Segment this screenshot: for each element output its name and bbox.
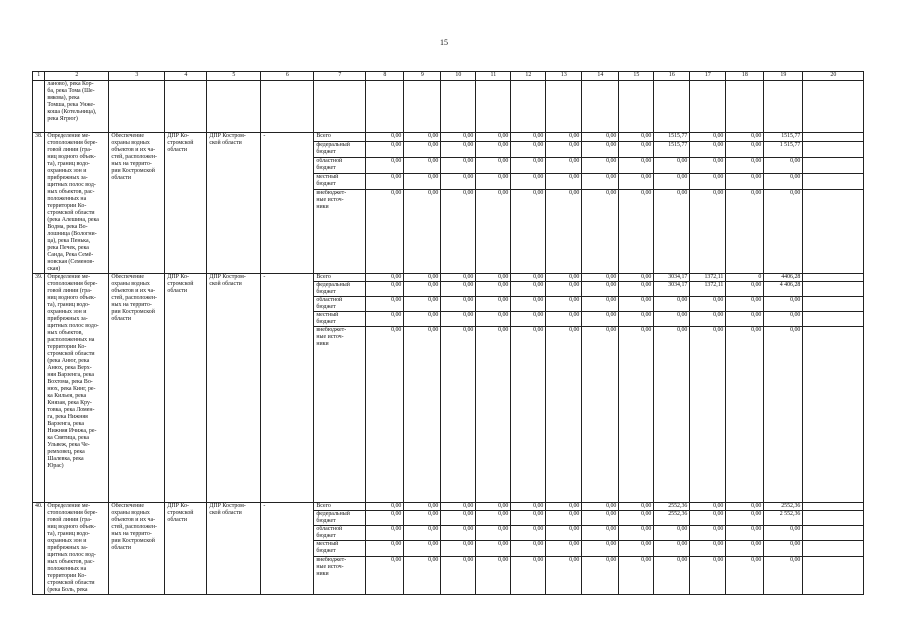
funding-value: 0,00 [582,327,619,503]
customer: ДПР Костром- ской области [207,133,261,274]
funding-value: 0,00 [366,556,404,594]
funding-value: 4406,28 [764,274,803,282]
funding-value: 0,00 [546,556,582,594]
funding-value: 0,00 [654,173,690,189]
funding-value: 0,00 [476,312,511,327]
funding-value: 0,00 [764,327,803,503]
column-6-value: - [261,503,314,595]
funding-value: 0,00 [582,274,619,282]
funding-value: 0,00 [582,297,619,312]
funding-value: 0,00 [476,190,511,274]
funding-value: 0,00 [404,541,441,556]
funding-source: местный бюджет [314,312,366,327]
funding-value: 2552,36 [764,503,803,511]
funding-source: федеральный бюджет [314,511,366,526]
funding-value: 3034,17 [654,282,690,297]
funding-value: 0,00 [366,133,404,142]
funding-value: 0,00 [404,282,441,297]
funding-value: 0,00 [582,157,619,173]
column-20-cell [803,556,864,594]
funding-value: 0,00 [582,312,619,327]
funding-source: внебюджет- ные источ- ники [314,190,366,274]
funding-value: 0,00 [441,556,476,594]
funding-value: 0,00 [404,141,441,157]
column-20-cell [803,190,864,274]
funding-value: 0,00 [404,327,441,503]
funding-value: 0,00 [726,312,764,327]
event-purpose: Обеспечение охраны водных объектов и их ча- стей, расположен- ных на террито- рии Костромской области [109,503,165,595]
funding-value: 0,00 [511,157,546,173]
column-20-cell [803,526,864,541]
funding-value: 0,00 [366,173,404,189]
funding-value: 0,00 [441,157,476,173]
column-number-14: 14 [582,72,619,81]
funding-value: 0,00 [619,312,654,327]
funding-value: 0,00 [404,297,441,312]
event-name: Определение ме- стоположения бере- говой линии (гра- ниц водного объек- та), границ водо- охранных зон и прибрежных за- щитных полос вод- ных объектов, рас- положенных на территории Ко- стромской области (река Алешина, река Водма, река Во- лошница (Вологни- ца), река Пенька, река Печек, река Санда, Река Семё- новская (Семенов- ская) [45,133,109,274]
funding-value: 0,00 [546,511,582,526]
funding-value: 0,00 [619,157,654,173]
funding-value: 0,00 [764,312,803,327]
funding-value: 0,00 [441,282,476,297]
funding-value: 0,00 [654,157,690,173]
funding-value: 0,00 [726,511,764,526]
funding-value: 0,00 [726,556,764,594]
funding-value: 0,00 [441,503,476,511]
funding-value: 0,00 [690,190,726,274]
funding-value: 0,00 [404,157,441,173]
funding-value: 0,00 [404,274,441,282]
funding-value: 0,00 [619,541,654,556]
funding-value: 0,00 [441,133,476,142]
funding-value: 0,00 [726,503,764,511]
funding-value: 0,00 [546,526,582,541]
column-number-11: 11 [476,72,511,81]
funding-value: 0,00 [582,173,619,189]
funding-value: 0,00 [726,297,764,312]
funding-value: 0,00 [582,503,619,511]
funding-value: 0,00 [476,327,511,503]
executor: ДПР Ко- стромской области [165,503,207,595]
funding-value: 0,00 [366,274,404,282]
funding-value: 0,00 [476,526,511,541]
column-number-9: 9 [404,72,441,81]
funding-value: 0,00 [619,556,654,594]
funding-value: 0,00 [582,141,619,157]
funding-value: 0,00 [546,157,582,173]
funding-value: 0,00 [476,511,511,526]
column-number-18: 18 [726,72,764,81]
funding-value: 1515,77 [654,141,690,157]
funding-value: 0,00 [511,503,546,511]
funding-value: 0,00 [441,141,476,157]
funding-value: 0,00 [366,526,404,541]
funding-source: внебюджет- ные источ- ники [314,556,366,594]
funding-value: 0,00 [690,503,726,511]
funding-value: 0,00 [654,556,690,594]
funding-value: 0,00 [764,190,803,274]
funding-value: 0,00 [582,556,619,594]
funding-value: 0,00 [511,173,546,189]
funding-value: 0,00 [511,133,546,142]
column-number-2: 2 [45,72,109,81]
funding-value: 0,00 [582,133,619,142]
funding-value: 0,00 [619,526,654,541]
funding-value: 0,00 [546,541,582,556]
funding-source: федеральный бюджет [314,282,366,297]
funding-source: Всего [314,133,366,142]
funding-value: 0,00 [546,327,582,503]
event-purpose: Обеспечение охраны водных объектов и их ча- стей, расположен- ных на террито- рии Костромской области [109,274,165,503]
funding-value: 0,00 [366,282,404,297]
funding-source: внебюджет- ные источ- ники [314,327,366,503]
funding-value: 1515,77 [654,133,690,142]
funding-value: 0,00 [476,274,511,282]
funding-value: 0,00 [619,327,654,503]
event-name: Определение ме- стоположения бере- говой линии (гра- ниц водного объек- та), границ водо- охранных зон и прибрежных за- щитных полос вод- ных объектов, рас- положенных на территории Ко- стромской области (река Боль, река [45,503,109,595]
funding-value: 0,00 [764,541,803,556]
funding-value: 0,00 [511,327,546,503]
funding-value: 0,00 [582,526,619,541]
funding-value: 0,00 [441,511,476,526]
funding-value: 0,00 [546,282,582,297]
column-number-row [33,72,864,81]
funding-value: 0,00 [690,511,726,526]
page-number: 15 [440,38,448,47]
funding-value: 2552,36 [654,503,690,511]
funding-value: 0,00 [511,556,546,594]
funding-value: 0,00 [476,133,511,142]
funding-value: 0,00 [441,327,476,503]
funding-source: местный бюджет [314,173,366,189]
funding-value: 0,00 [476,173,511,189]
funding-value: 0,00 [476,282,511,297]
funding-value: 0,00 [690,312,726,327]
funding-value: 0,00 [476,157,511,173]
funding-value: 0,00 [726,133,764,142]
column-number-13: 13 [546,72,582,81]
funding-value: 0,00 [441,526,476,541]
column-20-cell [803,274,864,282]
column-number-15: 15 [619,72,654,81]
funding-value: 0,00 [404,503,441,511]
column-20-cell [803,173,864,189]
customer: ДПР Костром- ской области [207,274,261,503]
funding-value: 0,00 [654,297,690,312]
funding-value: 0,00 [726,141,764,157]
funding-value: 0,00 [366,297,404,312]
funding-value: 0,00 [764,556,803,594]
funding-value: 0,00 [619,133,654,142]
funding-value: 0,00 [404,173,441,189]
funding-value: 0,00 [619,274,654,282]
funding-value: 0,00 [546,141,582,157]
funding-value: 0,00 [764,526,803,541]
funding-source: областной бюджет [314,297,366,312]
funding-value: 0,00 [726,541,764,556]
funding-value: 0,00 [404,190,441,274]
funding-value: 0,00 [690,141,726,157]
funding-value: 0,00 [511,297,546,312]
funding-value: 1372,11 [690,282,726,297]
column-number-10: 10 [441,72,476,81]
funding-value: 0,00 [366,327,404,503]
funding-value: 0,00 [654,327,690,503]
column-number-20: 20 [803,72,864,81]
funding-source: областной бюджет [314,157,366,173]
event-name: Определение ме- стоположения бере- говой линии (гра- ниц водного объек- та), границ водо- охранных зон и прибрежных за- щитных полос водо- ных объектов, расположенных на территории Ко- стромской области (река Анюг, река Анюх, река Верх- няя Варзенга, река Вохтома, река Во- нюх, река Кинг, ре- ка Кильея, река Князая, река Кру- товка, река Ломен- га, река Нижняя Варзенга, река Нижняя Ичижа, ре- ка Святица, река Ульвеж, река Че- ремховец, река Шалевка, река Юрас) [45,274,109,503]
table-body [33,72,864,595]
funding-value: 3034,17 [654,274,690,282]
funding-value: 0,00 [366,190,404,274]
table-row [33,133,864,142]
funding-value: 2552,36 [654,511,690,526]
column-number-5: 5 [207,72,261,81]
column-20-cell [803,327,864,503]
funding-value: 0,00 [726,526,764,541]
column-6-value: - [261,133,314,274]
column-number-12: 12 [511,72,546,81]
funding-value: 0,00 [619,141,654,157]
funding-value: 0,00 [619,190,654,274]
funding-value: 0,00 [441,274,476,282]
column-6-value: - [261,274,314,503]
funding-value: 0,00 [366,312,404,327]
funding-value: 0,00 [654,541,690,556]
funding-value: 1 515,77 [764,141,803,157]
funding-value: 0,00 [726,173,764,189]
funding-value: 0,00 [546,312,582,327]
column-number-19: 19 [764,72,803,81]
table-row [33,274,864,282]
funding-value: 0,00 [366,141,404,157]
funding-value: 1515,77 [764,133,803,142]
funding-value: 0,00 [690,173,726,189]
column-number-1: 1 [33,72,45,81]
funding-value: 0,00 [690,556,726,594]
column-number-7: 7 [314,72,366,81]
column-20-cell [803,503,864,511]
funding-value: 0,00 [366,511,404,526]
funding-value: 0,00 [511,141,546,157]
funding-value: 0,00 [476,141,511,157]
funding-value: 0,00 [511,526,546,541]
event-purpose: Обеспечение охраны водных объектов и их ча- стей, расположен- ных на террито- рии Костромской области [109,133,165,274]
funding-value: 0,00 [546,173,582,189]
funding-value: 0,00 [511,541,546,556]
column-20-cell [803,511,864,526]
column-number-4: 4 [165,72,207,81]
funding-value: 0,00 [404,312,441,327]
column-20-cell [803,541,864,556]
funding-value: 0,00 [690,327,726,503]
column-number-16: 16 [654,72,690,81]
continuation-index-cell [33,81,45,133]
funding-value: 0,00 [511,511,546,526]
funding-value: 0,00 [654,190,690,274]
funding-value: 0,00 [511,274,546,282]
continuation-name-cell: ланово), река Кор- ба, река Тома (Ше- вякова), река Томша, река Унже- коша (Котельница), река Ягрюг) [45,81,109,133]
funding-value: 0,00 [582,511,619,526]
funding-value: 1372,11 [690,274,726,282]
funding-value: 0,00 [476,541,511,556]
funding-value: 0,00 [619,511,654,526]
funding-value: 4 406,28 [764,282,803,297]
funding-value: 0 [726,274,764,282]
funding-value: 0,00 [441,541,476,556]
column-20-cell [803,133,864,142]
executor: ДПР Ко- стромской области [165,133,207,274]
funding-value: 0,00 [404,511,441,526]
funding-value: 0,00 [619,503,654,511]
row-index: 39. [33,274,45,503]
funding-value: 0,00 [366,541,404,556]
funding-value: 0,00 [726,282,764,297]
funding-value: 0,00 [476,297,511,312]
column-20-cell [803,157,864,173]
funding-value: 0,00 [441,297,476,312]
funding-source: Всего [314,503,366,511]
program-table [32,71,864,595]
funding-value: 0,00 [726,157,764,173]
funding-source: Всего [314,274,366,282]
funding-value: 0,00 [764,173,803,189]
funding-value: 0,00 [546,274,582,282]
funding-value: 0,00 [654,526,690,541]
column-20-cell [803,282,864,297]
funding-source: федеральный бюджет [314,141,366,157]
funding-value: 0,00 [690,297,726,312]
funding-value: 0,00 [690,157,726,173]
funding-value: 0,00 [441,190,476,274]
executor: ДПР Ко- стромской области [165,274,207,503]
funding-value: 0,00 [511,190,546,274]
funding-value: 0,00 [582,282,619,297]
column-20-cell [803,297,864,312]
funding-value: 0,00 [619,282,654,297]
funding-value: 2 552,36 [764,511,803,526]
funding-value: 0,00 [582,541,619,556]
funding-value: 0,00 [764,297,803,312]
column-number-17: 17 [690,72,726,81]
funding-value: 0,00 [619,297,654,312]
funding-value: 0,00 [476,503,511,511]
funding-value: 0,00 [511,282,546,297]
funding-value: 0,00 [441,312,476,327]
funding-value: 0,00 [619,173,654,189]
column-20-cell [803,141,864,157]
funding-source: областной бюджет [314,526,366,541]
funding-value: 0,00 [404,133,441,142]
row-index: 40. [33,503,45,595]
funding-value: 0,00 [764,157,803,173]
funding-value: 0,00 [546,297,582,312]
funding-value: 0,00 [404,556,441,594]
funding-value: 0,00 [690,133,726,142]
funding-value: 0,00 [404,526,441,541]
table-row [33,503,864,511]
funding-source: местный бюджет [314,541,366,556]
column-number-3: 3 [109,72,165,81]
column-number-8: 8 [366,72,404,81]
funding-value: 0,00 [726,327,764,503]
funding-value: 0,00 [546,503,582,511]
funding-value: 0,00 [366,503,404,511]
funding-value: 0,00 [546,190,582,274]
column-number-6: 6 [261,72,314,81]
funding-value: 0,00 [546,133,582,142]
funding-value: 0,00 [726,190,764,274]
funding-value: 0,00 [654,312,690,327]
customer: ДПР Костром- ской области [207,503,261,595]
funding-value: 0,00 [690,541,726,556]
continuation-row [33,81,864,133]
funding-value: 0,00 [441,173,476,189]
funding-value: 0,00 [476,556,511,594]
funding-value: 0,00 [582,190,619,274]
funding-value: 0,00 [690,526,726,541]
funding-value: 0,00 [511,312,546,327]
row-index: 38. [33,133,45,274]
column-20-cell [803,312,864,327]
funding-value: 0,00 [366,157,404,173]
